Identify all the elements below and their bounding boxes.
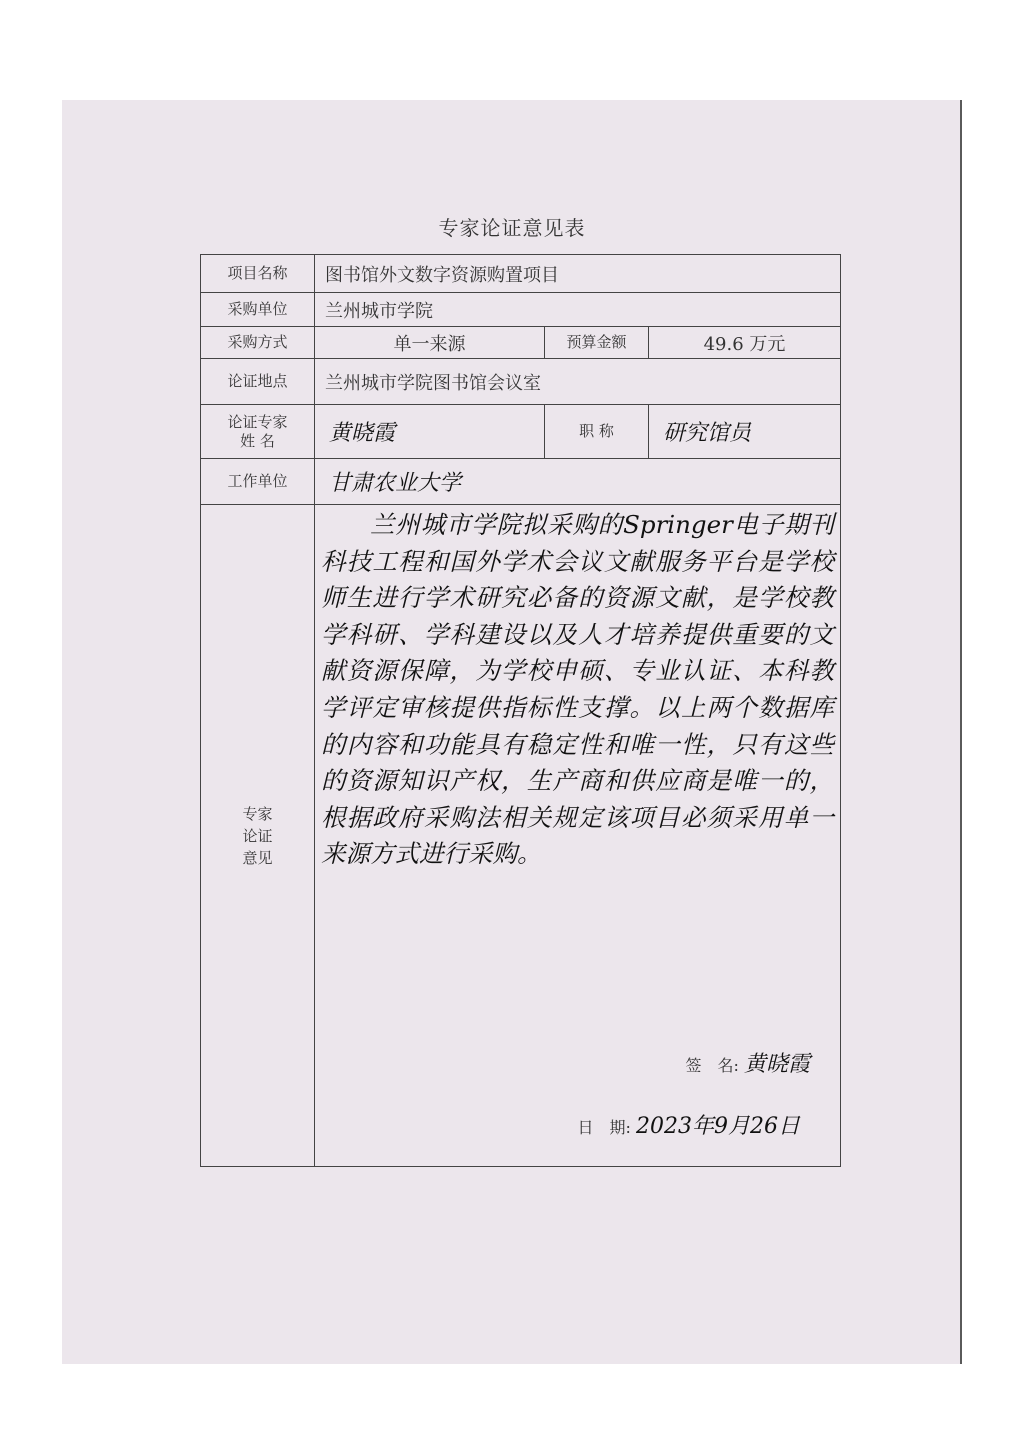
- document-title: 专家论证意见表: [438, 216, 586, 240]
- label-opinion-line3: 意见: [242, 848, 273, 867]
- label-project-name: 项目名称: [201, 255, 315, 293]
- value-budget: 49.6 万元: [649, 327, 841, 359]
- expert-opinion-form: [200, 254, 841, 1167]
- label-expert-name-line2: 姓 名: [240, 431, 275, 450]
- label-opinion-line1: 专家: [242, 804, 273, 823]
- opinion-text: 兰州城市学院拟采购的Springer电子期刊科技工程和国外学术会议文献服务平台是学校师生进行学术研究必备的资源文献，是学校教学科研、学科建设以及人才培养提供重要的文献资源保障，为学校申硕、专业认证、本科教学评定审核提供指标性支撑。以上两个数据库的内容和功能具有稳定性和唯一性，只有这些的资源知识产权，生产商和供应商是唯一的，根据政府采购法相关规定该项目必须采用单一来源方式进行采购。: [321, 510, 835, 869]
- date-value: 2023年9月26日: [636, 1114, 801, 1139]
- signature-label: 签 名:: [685, 1056, 739, 1075]
- value-project-name: 图书馆外文数字资源购置项目: [315, 255, 841, 293]
- value-venue: 兰州城市学院图书馆会议室: [315, 359, 841, 405]
- value-method: 单一来源: [315, 327, 545, 359]
- signature-row: [686, 1047, 811, 1078]
- label-purchaser: 采购单位: [201, 293, 315, 327]
- date-label: 日 期:: [577, 1118, 631, 1137]
- value-expert-name: 黄晓霞: [315, 405, 545, 459]
- value-purchaser: 兰州城市学院: [315, 293, 841, 327]
- opinion-cell: [315, 505, 841, 1167]
- label-expert-name-line1: 论证专家: [227, 412, 288, 431]
- label-venue: 论证地点: [201, 359, 315, 405]
- value-title: 研究馆员: [649, 405, 841, 459]
- label-method: 采购方式: [201, 327, 315, 359]
- label-budget: 预算金额: [545, 327, 649, 359]
- paper-sheet: [62, 100, 962, 1364]
- label-expert-name: [201, 405, 315, 459]
- signature-value: 黄晓霞: [744, 1052, 811, 1077]
- date-row: [578, 1109, 800, 1140]
- label-opinion: [201, 505, 315, 1167]
- label-opinion-line2: 论证: [242, 826, 273, 845]
- label-title: 职 称: [545, 405, 649, 459]
- value-workplace: 甘肃农业大学: [315, 459, 841, 505]
- label-workplace: 工作单位: [201, 459, 315, 505]
